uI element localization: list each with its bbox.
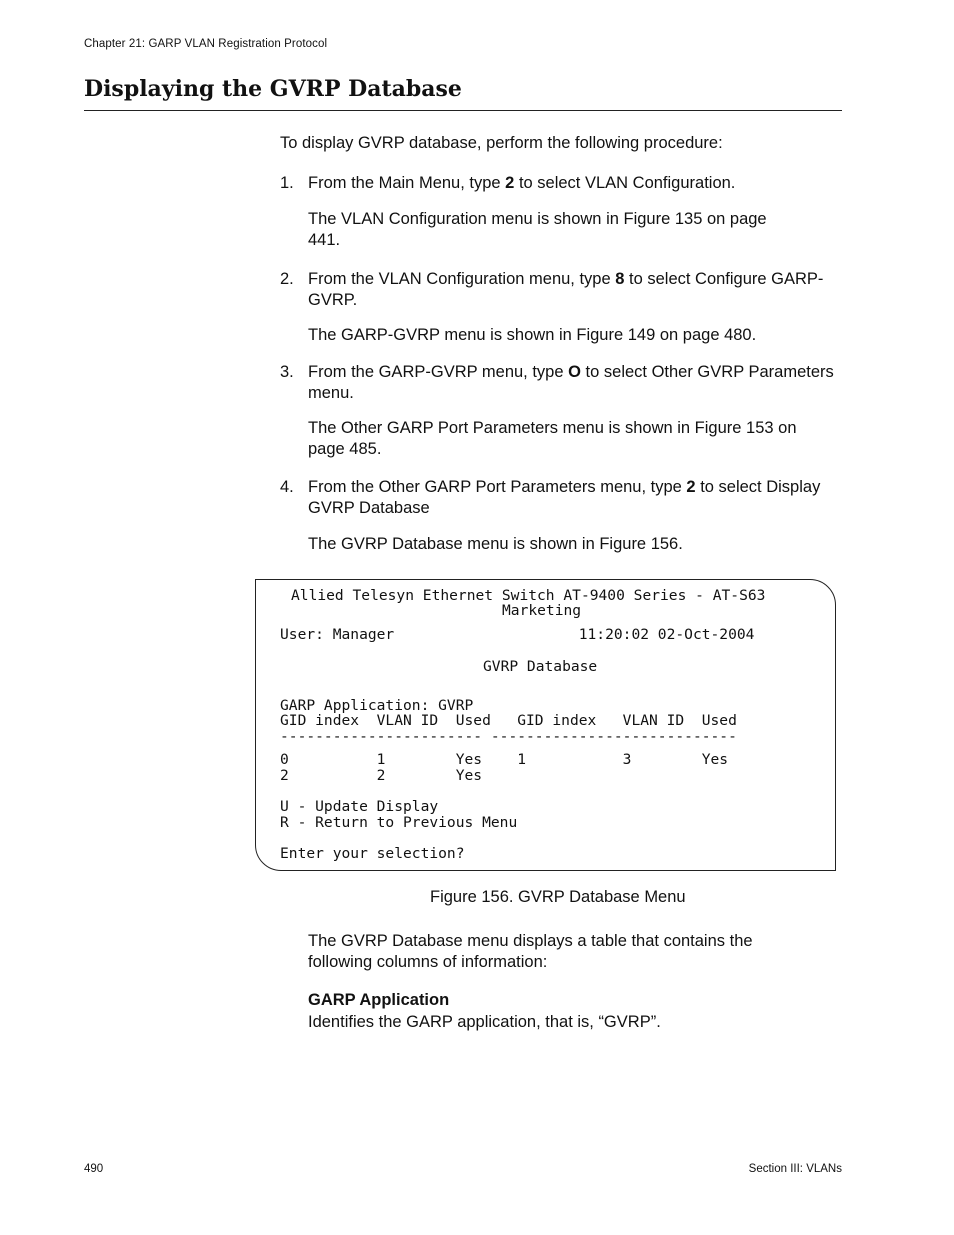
figure-caption: Figure 156. GVRP Database Menu (430, 888, 686, 906)
terminal-menu-title: GVRP Database (483, 658, 598, 675)
step-text: From the GARP-GVRP menu, type O to select Other GVRP Parameters menu. (308, 363, 834, 402)
terminal-option-update: U - Update Display (280, 798, 439, 815)
title-rule (84, 110, 842, 111)
running-header: Chapter 21: GARP VLAN Registration Protocol (84, 38, 328, 50)
term-heading: GARP Application (308, 991, 450, 1009)
page-number: 490 (84, 1163, 104, 1175)
intro-text: To display GVRP database, perform the following procedure: (280, 134, 723, 152)
terminal-garp-application: GARP Application: GVRP (280, 697, 474, 714)
terminal-user-line: User: Manager 11:20:02 02-Oct-2004 (280, 626, 755, 643)
menu-key: 2 (686, 478, 696, 496)
step-number: 2. (280, 270, 294, 288)
terminal-table-row: 2 2 Yes (280, 767, 483, 784)
terminal-table-rule: ----------------------- ---------------------------- (280, 728, 737, 745)
term-definition: Identifies the GARP application, that is, “GVRP”. (308, 1013, 661, 1031)
step-4-note: The GVRP Database menu is shown in Figure 156. (308, 535, 683, 553)
menu-key: 2 (505, 174, 515, 192)
step-1-note: The VLAN Configuration menu is shown in Figure 135 on page 441. (308, 210, 767, 249)
body-paragraph: The GVRP Database menu displays a table that contains the following columns of information: (308, 932, 753, 971)
step-number: 3. (280, 363, 294, 381)
step-3 (280, 362, 845, 404)
menu-key: O (568, 363, 581, 381)
terminal-subtitle: Marketing (502, 602, 582, 619)
terminal-option-return: R - Return to Previous Menu (280, 814, 518, 831)
step-2 (280, 269, 845, 311)
step-number: 4. (280, 478, 294, 496)
step-4 (280, 477, 845, 519)
footer-section: Section III: VLANs (748, 1163, 842, 1175)
step-number: 1. (280, 174, 294, 192)
step-1 (280, 173, 845, 194)
step-text: From the VLAN Configuration menu, type 8 to select Configure GARP-GVRP. (308, 270, 824, 309)
step-text: From the Other GARP Port Parameters menu, type 2 to select Display GVRP Database (308, 478, 821, 517)
terminal-screen (255, 579, 836, 871)
terminal-title: Allied Telesyn Ethernet Switch AT-9400 Series - AT-S63 (291, 587, 766, 604)
menu-key: 8 (615, 270, 625, 288)
step-2-note: The GARP-GVRP menu is shown in Figure 149 on page 480. (308, 326, 757, 344)
step-text: From the Main Menu, type 2 to select VLAN Configuration. (308, 174, 736, 192)
section-title: Displaying the GVRP Database (84, 76, 462, 102)
terminal-prompt: Enter your selection? (280, 845, 465, 862)
step-3-note: The Other GARP Port Parameters menu is shown in Figure 153 on page 485. (308, 419, 797, 458)
terminal-table-header: GID index VLAN ID Used GID index VLAN ID Used (280, 712, 737, 729)
terminal-table-row: 0 1 Yes 1 3 Yes (280, 751, 729, 768)
